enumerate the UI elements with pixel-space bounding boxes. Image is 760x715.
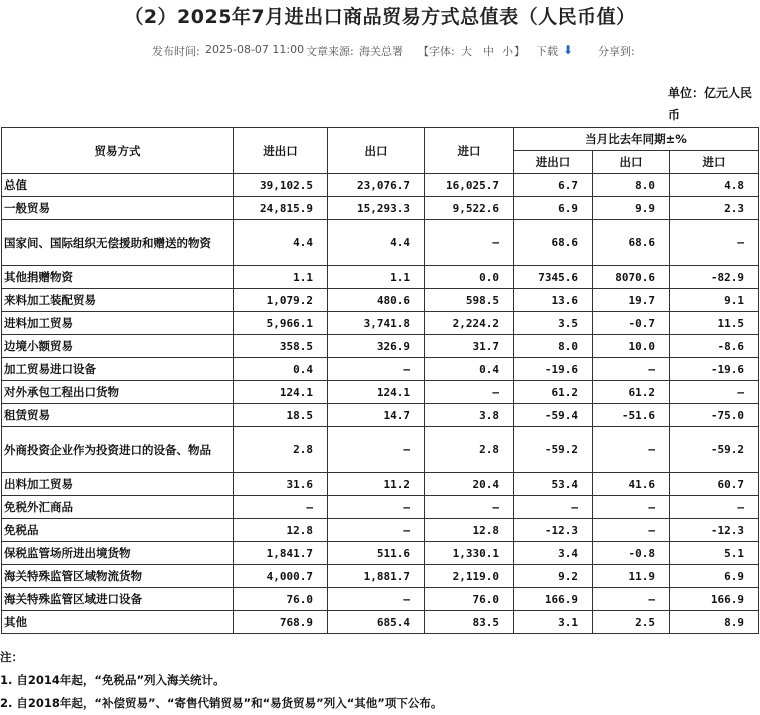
cell-import: 0.0 — [425, 266, 514, 289]
cell-yoy-total: 166.9 — [514, 588, 593, 611]
cell-yoy-export: 2.5 — [593, 611, 670, 634]
cell-yoy-import: 4.8 — [670, 174, 759, 197]
cell-import: 20.4 — [425, 473, 514, 496]
cell-yoy-total: 68.6 — [514, 220, 593, 266]
row-trade-mode: 进料加工贸易 — [2, 312, 234, 335]
table-row — [2, 542, 759, 565]
row-trade-mode: 加工贸易进口设备 — [2, 358, 234, 381]
cell-import: 12.8 — [425, 519, 514, 542]
cell-yoy-import: 2.3 — [670, 197, 759, 220]
row-trade-mode: 租赁贸易 — [2, 404, 234, 427]
cell-export: 15,293.3 — [328, 197, 425, 220]
cell-yoy-import: 60.7 — [670, 473, 759, 496]
header-yoy-export: 出口 — [593, 151, 670, 174]
cell-import: 83.5 — [425, 611, 514, 634]
cell-total: – — [234, 496, 328, 519]
cell-export: – — [328, 588, 425, 611]
cell-yoy-export: 41.6 — [593, 473, 670, 496]
cell-yoy-export: 19.7 — [593, 289, 670, 312]
source: 海关总署 — [359, 45, 403, 58]
cell-import: – — [425, 381, 514, 404]
publish-time: 2025-08-07 11:00 — [205, 43, 305, 56]
table-row — [2, 404, 759, 427]
table-row — [2, 312, 759, 335]
cell-total: 1,841.7 — [234, 542, 328, 565]
cell-yoy-import: 11.5 — [670, 312, 759, 335]
row-trade-mode: 其他 — [2, 611, 234, 634]
header-yoy-group: 当月比去年同期±% — [514, 128, 759, 151]
cell-total: 31.6 — [234, 473, 328, 496]
cell-yoy-import: -12.3 — [670, 519, 759, 542]
header-export: 出口 — [328, 128, 425, 174]
cell-yoy-export: 68.6 — [593, 220, 670, 266]
cell-export: 11.2 — [328, 473, 425, 496]
cell-yoy-import: -82.9 — [670, 266, 759, 289]
row-trade-mode: 免税品 — [2, 519, 234, 542]
cell-export: 3,741.8 — [328, 312, 425, 335]
cell-yoy-total: 13.6 — [514, 289, 593, 312]
cell-yoy-total: -59.2 — [514, 427, 593, 473]
table-row — [2, 335, 759, 358]
cell-total: 768.9 — [234, 611, 328, 634]
table-row — [2, 611, 759, 634]
cell-export: – — [328, 358, 425, 381]
row-trade-mode: 边境小额贸易 — [2, 335, 234, 358]
cell-export: – — [328, 519, 425, 542]
cell-import: 76.0 — [425, 588, 514, 611]
cell-yoy-total: 53.4 — [514, 473, 593, 496]
trade-mode-table — [1, 127, 759, 634]
cell-yoy-total: 3.4 — [514, 542, 593, 565]
cell-export: 1.1 — [328, 266, 425, 289]
table-row — [2, 565, 759, 588]
cell-total: 39,102.5 — [234, 174, 328, 197]
font-large-button[interactable]: 大 — [461, 45, 472, 58]
cell-yoy-total: 7345.6 — [514, 266, 593, 289]
cell-yoy-import: – — [670, 220, 759, 266]
row-trade-mode: 海关特殊监管区域物流货物 — [2, 565, 234, 588]
cell-yoy-export: – — [593, 588, 670, 611]
table-row — [2, 174, 759, 197]
cell-yoy-import: -19.6 — [670, 358, 759, 381]
row-trade-mode: 对外承包工程出口货物 — [2, 381, 234, 404]
cell-total: 76.0 — [234, 588, 328, 611]
cell-yoy-import: 5.1 — [670, 542, 759, 565]
cell-yoy-export: 61.2 — [593, 381, 670, 404]
cell-yoy-import: – — [670, 381, 759, 404]
cell-import: 2.8 — [425, 427, 514, 473]
row-trade-mode: 免税外汇商品 — [2, 496, 234, 519]
table-row — [2, 427, 759, 473]
table-row — [2, 289, 759, 312]
cell-export: 4.4 — [328, 220, 425, 266]
cell-export: 326.9 — [328, 335, 425, 358]
cell-yoy-total: – — [514, 496, 593, 519]
header-import: 进口 — [425, 128, 514, 174]
cell-total: 12.8 — [234, 519, 328, 542]
header-total: 进出口 — [234, 128, 328, 174]
cell-yoy-import: 9.1 — [670, 289, 759, 312]
cell-export: 685.4 — [328, 611, 425, 634]
cell-yoy-import: -8.6 — [670, 335, 759, 358]
font-size-label: 【字体: — [418, 45, 455, 58]
cell-total: 2.8 — [234, 427, 328, 473]
cell-import: 31.7 — [425, 335, 514, 358]
cell-yoy-total: 6.9 — [514, 197, 593, 220]
cell-yoy-export: 10.0 — [593, 335, 670, 358]
cell-import: 1,330.1 — [425, 542, 514, 565]
cell-yoy-import: 166.9 — [670, 588, 759, 611]
row-trade-mode: 国家间、国际组织无偿援助和赠送的物资 — [2, 220, 234, 266]
cell-export: – — [328, 496, 425, 519]
cell-yoy-total: 8.0 — [514, 335, 593, 358]
table-row — [2, 197, 759, 220]
font-size-close: 】 — [514, 45, 525, 58]
cell-yoy-export: -0.7 — [593, 312, 670, 335]
row-trade-mode: 来料加工装配贸易 — [2, 289, 234, 312]
cell-import: 0.4 — [425, 358, 514, 381]
row-trade-mode: 海关特殊监管区域进口设备 — [2, 588, 234, 611]
download-arrow-icon[interactable]: ⬇ — [563, 43, 574, 57]
cell-total: 0.4 — [234, 358, 328, 381]
font-small-button[interactable]: 小 — [502, 45, 513, 58]
cell-import: – — [425, 220, 514, 266]
source-label: 文章来源: — [306, 45, 354, 58]
cell-total: 124.1 — [234, 381, 328, 404]
table-row — [2, 381, 759, 404]
download-button[interactable]: 下载 — [536, 45, 558, 58]
unit-label: 单位：亿元人民币 — [668, 86, 753, 122]
cell-yoy-total: 3.1 — [514, 611, 593, 634]
cell-export: 1,881.7 — [328, 565, 425, 588]
cell-total: 1,079.2 — [234, 289, 328, 312]
header-yoy-import: 进口 — [670, 151, 759, 174]
cell-yoy-total: 3.5 — [514, 312, 593, 335]
cell-yoy-export: – — [593, 496, 670, 519]
row-trade-mode: 一般贸易 — [2, 197, 234, 220]
cell-yoy-total: -12.3 — [514, 519, 593, 542]
cell-total: 4.4 — [234, 220, 328, 266]
table-row — [2, 266, 759, 289]
table-row — [2, 358, 759, 381]
cell-yoy-export: 9.9 — [593, 197, 670, 220]
publish-time-label: 发布时间: — [152, 45, 200, 58]
cell-export: 124.1 — [328, 381, 425, 404]
cell-yoy-export: 8.0 — [593, 174, 670, 197]
cell-export: 23,076.7 — [328, 174, 425, 197]
table-row — [2, 496, 759, 519]
row-trade-mode: 其他捐赠物资 — [2, 266, 234, 289]
table-row — [2, 220, 759, 266]
table-row — [2, 473, 759, 496]
notes-heading: 注： — [0, 650, 23, 664]
row-trade-mode: 外商投资企业作为投资进口的设备、物品 — [2, 427, 234, 473]
cell-yoy-export: 11.9 — [593, 565, 670, 588]
cell-yoy-import: 6.9 — [670, 565, 759, 588]
cell-import: 598.5 — [425, 289, 514, 312]
header-trade-mode: 贸易方式 — [2, 128, 234, 174]
cell-yoy-total: 61.2 — [514, 381, 593, 404]
cell-total: 18.5 — [234, 404, 328, 427]
cell-import: 2,224.2 — [425, 312, 514, 335]
table-row — [2, 519, 759, 542]
cell-yoy-export: -51.6 — [593, 404, 670, 427]
cell-export: 511.6 — [328, 542, 425, 565]
page-title: （2）2025年7月进出口商品贸易方式总值表（人民币值） — [124, 6, 636, 28]
cell-yoy-total: 9.2 — [514, 565, 593, 588]
cell-import: 2,119.0 — [425, 565, 514, 588]
cell-yoy-import: -75.0 — [670, 404, 759, 427]
cell-yoy-total: 6.7 — [514, 174, 593, 197]
cell-yoy-total: -19.6 — [514, 358, 593, 381]
cell-import: 9,522.6 — [425, 197, 514, 220]
cell-import: 16,025.7 — [425, 174, 514, 197]
cell-import: – — [425, 496, 514, 519]
cell-yoy-export: -0.8 — [593, 542, 670, 565]
cell-yoy-export: – — [593, 519, 670, 542]
cell-import: 3.8 — [425, 404, 514, 427]
cell-total: 358.5 — [234, 335, 328, 358]
cell-total: 5,966.1 — [234, 312, 328, 335]
notes — [0, 646, 760, 715]
cell-export: 480.6 — [328, 289, 425, 312]
cell-export: 14.7 — [328, 404, 425, 427]
row-trade-mode: 总值 — [2, 174, 234, 197]
row-trade-mode: 保税监管场所进出境货物 — [2, 542, 234, 565]
header-yoy-total: 进出口 — [514, 151, 593, 174]
note-item: 2. 自2018年起，“补偿贸易”、“寄售代销贸易”和“易货贸易”列入“其他”项下公布。 — [0, 696, 443, 710]
cell-yoy-import: – — [670, 496, 759, 519]
cell-yoy-import: 8.9 — [670, 611, 759, 634]
font-medium-button[interactable]: 中 — [483, 45, 494, 58]
cell-yoy-total: -59.4 — [514, 404, 593, 427]
row-trade-mode: 出料加工贸易 — [2, 473, 234, 496]
table-row — [2, 588, 759, 611]
cell-total: 4,000.7 — [234, 565, 328, 588]
cell-total: 24,815.9 — [234, 197, 328, 220]
note-item: 1. 自2014年起，“免税品”列入海关统计。 — [0, 673, 225, 687]
cell-yoy-export: 8070.6 — [593, 266, 670, 289]
cell-yoy-import: -59.2 — [670, 427, 759, 473]
cell-total: 1.1 — [234, 266, 328, 289]
cell-export: – — [328, 427, 425, 473]
cell-yoy-export: – — [593, 427, 670, 473]
share-label: 分享到: — [598, 45, 635, 58]
cell-yoy-export: – — [593, 358, 670, 381]
